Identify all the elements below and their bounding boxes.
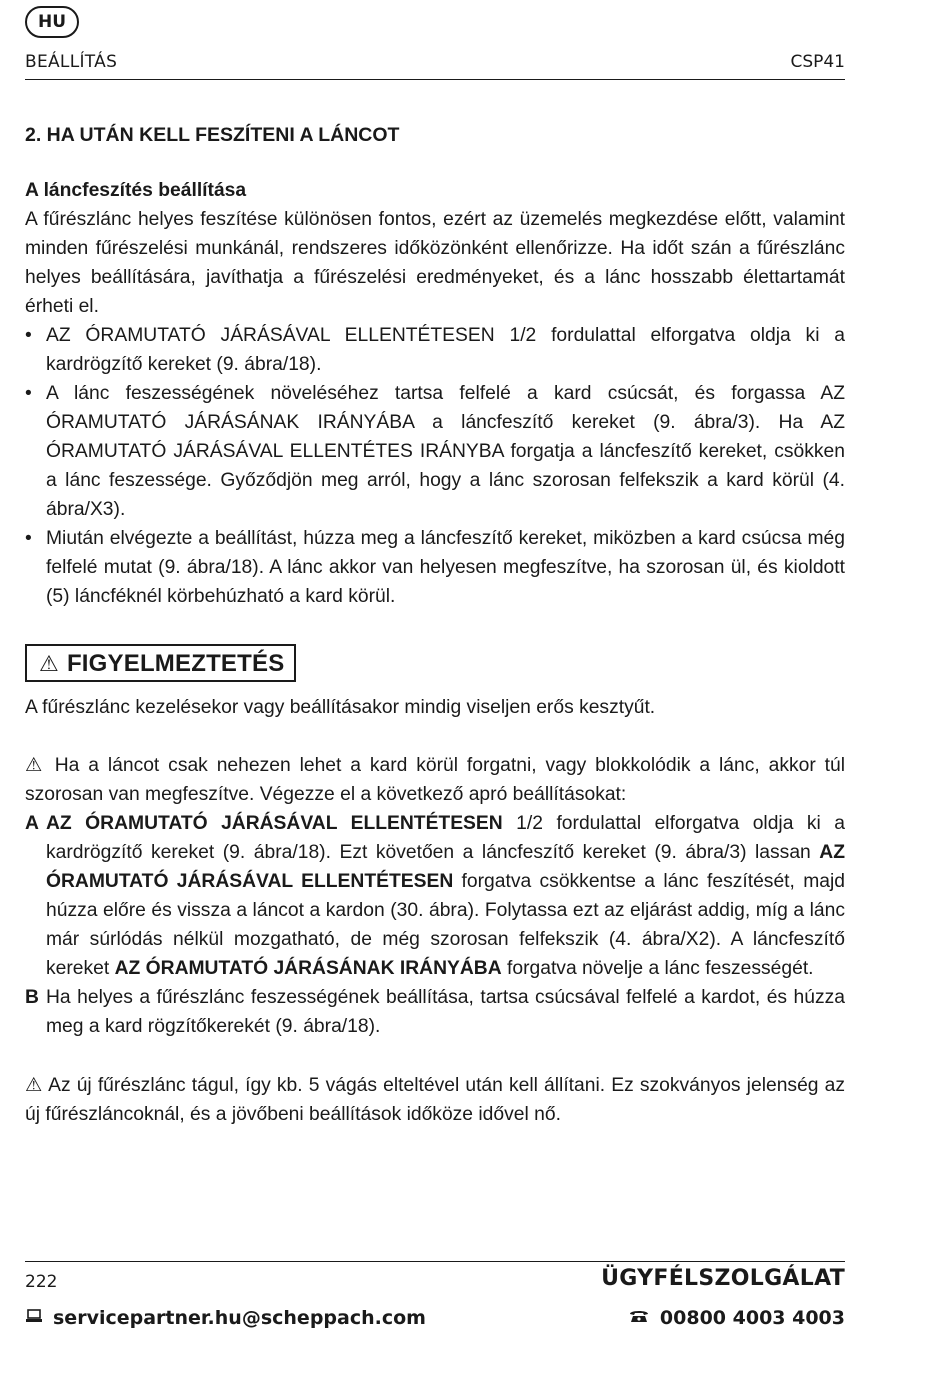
warning-icon: ⚠ xyxy=(25,755,46,776)
list-item-text: A lánc feszességének növeléséhez tartsa felfelé a kard csúcsát, és forgassa AZ ÓRAMUTATÓ JÁRÁSÁNAK IRÁNYÁBA a láncfeszítő kereket (9. ábra/3). Ha AZ ÓRAMUTATÓ JÁRÁSÁVAL ELLENTÉTES IRÁNYBA forgatja a láncfeszítő kereket, csökken a lánc feszessége. Győződjön meg arról, hogy a lánc szorosan felfekszik a kard körül (4. ábra/X3). xyxy=(46,383,845,520)
phone-number[interactable]: 00800 4003 4003 xyxy=(659,1307,845,1329)
service-title: ÜGYFÉLSZOLGÁLAT xyxy=(601,1266,845,1291)
bullet-icon: • xyxy=(25,528,32,549)
step-text: Ha helyes a fűrészlánc feszességének beállítása, tartsa csúcsával felfelé a kardot, és húzza meg a kard rögzítőkerekét (9. ábra/18). xyxy=(46,987,845,1037)
note-text: Az új fűrészlánc tágul, így kb. 5 vágás elteltével után kell állítani. Ez szokványos jelenség az új fűrészláncoknál, és a jövőbeni beállítások időköze idővel nő. xyxy=(25,1075,845,1125)
step-text: forgatva csökkentse a lánc feszítését, majd húzza előre és vissza a láncot a kardon (30. ábra). Folytassa ezt az eljárást addig, míg a lánc már súrlódás nélkül mozgatható, de még szorosan felfekszik (4. ábra/X2). A láncfeszítő kereket xyxy=(46,871,845,979)
note-too-tight xyxy=(25,751,845,809)
warning-icon: ⚠ xyxy=(25,1075,44,1096)
step-text: 1/2 fordulattal elforgatva oldja ki a kardrögzítő kereket (9. ábra/18). Ezt követően a láncfeszítő kereket (9. ábra/3) lassan xyxy=(46,813,846,863)
language-code: HU xyxy=(37,12,67,32)
emphasis-text: AZ ÓRAMUTATÓ JÁRÁSÁNAK IRÁNYÁBA xyxy=(114,958,502,979)
warning-icon: ⚠ xyxy=(39,650,59,676)
list-item xyxy=(25,379,845,524)
footer-divider xyxy=(25,1261,845,1262)
note-text: Ha a láncot csak nehezen lehet a kard körül forgatni, vagy blokkolódik a lánc, akkor túl szorosan van megfeszítve. Végezze el a következő apró beállításokat: xyxy=(25,755,845,805)
note-new-chain xyxy=(25,1071,845,1129)
section-title: 2. HA UTÁN KELL FESZÍTENI A LÁNCOT xyxy=(25,124,400,146)
model-name: CSP41 xyxy=(790,52,845,72)
step-label: B xyxy=(25,987,39,1008)
laptop-icon xyxy=(25,1307,43,1329)
language-badge xyxy=(25,6,79,38)
warning-title: FIGYELMEZTETÉS xyxy=(66,649,285,677)
warning-text: A fűrészlánc kezelésekor vagy beállításakor mindig viseljen erős kesztyűt. xyxy=(25,697,656,718)
list-item-text: AZ ÓRAMUTATÓ JÁRÁSÁVAL ELLENTÉTESEN 1/2 fordulattal elforgatva oldja ki a kardrögzítő kereket (9. ábra/18). xyxy=(46,325,845,375)
service-phone xyxy=(628,1307,845,1329)
emphasis-text: AZ ÓRAMUTATÓ JÁRÁSÁVAL ELLENTÉTESEN xyxy=(46,842,845,892)
step-label: A xyxy=(25,813,39,834)
subheading: A láncfeszítés beállítása xyxy=(25,180,247,201)
step-a xyxy=(25,809,845,983)
section-name: BEÁLLÍTÁS xyxy=(25,52,118,72)
list-item xyxy=(25,524,845,611)
main-content xyxy=(25,121,845,1129)
bullet-icon: • xyxy=(25,383,32,404)
list-item xyxy=(25,321,845,379)
emphasis-text: AZ ÓRAMUTATÓ JÁRÁSÁVAL ELLENTÉTESEN xyxy=(46,813,503,834)
step-text: forgatva növelje a lánc feszességét. xyxy=(501,958,814,979)
service-email xyxy=(25,1307,426,1329)
telephone-icon xyxy=(628,1307,650,1329)
bullet-icon: • xyxy=(25,325,32,346)
email-address[interactable]: servicepartner.hu@scheppach.com xyxy=(53,1307,426,1329)
page-number: 222 xyxy=(25,1272,58,1292)
step-b xyxy=(25,983,845,1041)
warning-heading-box xyxy=(25,644,296,682)
intro-paragraph: A fűrészlánc helyes feszítése különösen fontos, ezért az üzemelés megkezdése előtt, valamint minden fűrészelési munkánál, rendszeres időközönként ellenőrizze. Ha időt szán a fűrészlánc helyes beállítására, javíthatja a fűrészelési eredményeket, és a lánc hosszabb élettartamát érheti el. xyxy=(25,209,845,317)
list-item-text: Miután elvégezte a beállítást, húzza meg a láncfeszítő kereket, miközben a kard csúcsa még felfelé mutat (9. ábra/18). A lánc akkor van helyesen megfeszítve, ha szorosan ül, és kioldott (5) láncféknél körbehúzható a kard körül. xyxy=(46,528,845,607)
header-divider xyxy=(25,79,845,80)
